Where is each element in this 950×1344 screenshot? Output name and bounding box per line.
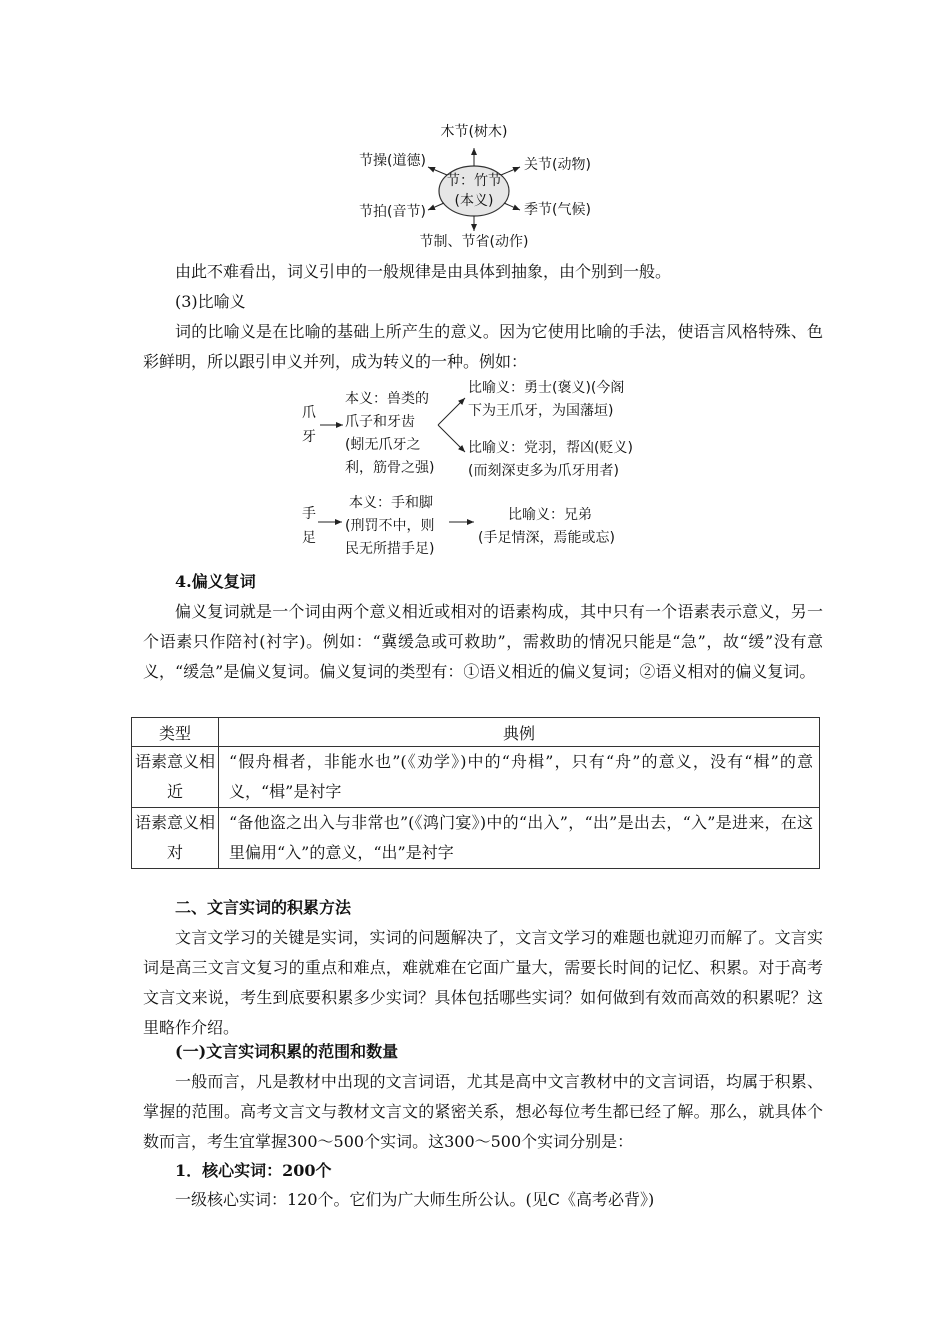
section-3-heading: (3)比喻义 bbox=[175, 292, 246, 311]
shouzu-word-2: 足 bbox=[302, 530, 316, 546]
summary-line: 由此不难看出，词义引申的一般规律是由具体到抽象，由个别到一般。 bbox=[175, 262, 672, 281]
shouzu-word-1: 手 bbox=[302, 506, 316, 522]
jie-lower-left-label: 节拍(音节) bbox=[359, 204, 426, 220]
zhaoya-meaning-2a: 比喻义：党羽，帮凶(贬义) bbox=[468, 440, 633, 456]
shouzu-base-1: 本义：手和脚 bbox=[349, 495, 433, 511]
table-header-example: 典例 bbox=[219, 718, 820, 747]
jie-upper-right-label: 关节(动物) bbox=[524, 157, 591, 173]
shouzu-meaning-1: 比喻义：兄弟 bbox=[508, 507, 592, 523]
table-cell-type: 语素意义相对 bbox=[132, 808, 219, 869]
sub-1-heading: (一)文言实词积累的范围和数量 bbox=[175, 1042, 399, 1061]
jie-bottom-label: 节制、节省(动作) bbox=[419, 234, 529, 250]
zhaoya-base-3: (蚓无爪牙之 bbox=[345, 437, 421, 453]
shouzu-meaning-2: (手足情深，焉能或忘) bbox=[478, 530, 615, 546]
zhaoya-meaning-2b: (而刻深吏多为爪牙用者) bbox=[468, 463, 619, 479]
zhaoya-arrow-up bbox=[438, 398, 465, 425]
table-cell-example: “备他盗之出入与非常也”(《鸿门宴》)中的“出入”，“出”是出去，“入”是进来，在这里偏用“入”的意义，“出”是衬字 bbox=[219, 808, 820, 869]
zhaoya-arrow-down bbox=[438, 425, 465, 452]
part-2-paragraph: 文言文学习的关键是实词，实词的问题解决了，文言文学习的难题也就迎刃而解了。文言实词是高三文言文复习的重点和难点，难就难在它面广量大，需要长时间的记忆、积累。对于高考文言文来说，考生到底要积累多少实词？具体包括哪些实词？如何做到有效而高效的积累呢？这里略作介绍。 bbox=[143, 928, 823, 1037]
table-header-type: 类型 bbox=[132, 718, 219, 747]
table-row bbox=[132, 808, 820, 869]
jie-center-line-1: 节：竹节 bbox=[446, 173, 502, 189]
table-header-row bbox=[132, 718, 820, 747]
jie-center-line-2: (本义) bbox=[454, 193, 494, 209]
zhaoya-base-1: 本义：兽类的 bbox=[345, 391, 429, 407]
item-1-heading: 1．核心实词：200个 bbox=[175, 1161, 332, 1180]
table-row bbox=[132, 747, 820, 808]
sub-1-paragraph: 一般而言，凡是教材中出现的文言词语，尤其是高中文言教材中的文言词语，均属于积累、掌握的范围。高考文言文与教材文言文的紧密关系，想必每位考生都已经了解。那么，就具体个数而言，考生宜掌握300～500个实词。这300～500个实词分别是： bbox=[143, 1072, 823, 1151]
shouzu-base-3: 民无所措手足) bbox=[345, 541, 435, 557]
table-cell-example: “假舟楫者，非能水也”(《劝学》)中的“舟楫”，只有“舟”的意义，没有“楫”的意义，“楫”是衬字 bbox=[219, 747, 820, 808]
zhaoya-word-1: 爪 bbox=[302, 405, 316, 421]
section-3-paragraph: 词的比喻义是在比喻的基础上所产生的意义。因为它使用比喻的手法，使语言风格特殊、色彩鲜明，所以跟引申义并列，成为转义的一种。例如： bbox=[143, 322, 823, 371]
zhaoya-base-2: 爪子和牙齿 bbox=[345, 414, 415, 430]
zhaoya-word-2: 牙 bbox=[302, 429, 316, 445]
jie-top-label: 木节(树木) bbox=[440, 124, 508, 140]
pianyi-table bbox=[131, 717, 820, 869]
section-4-heading: 4.偏义复词 bbox=[175, 572, 256, 591]
zhaoya-meaning-1b: 下为王爪牙，为国藩垣) bbox=[468, 403, 614, 419]
table-cell-type: 语素意义相近 bbox=[132, 747, 219, 808]
zhaoya-base-4: 利，筋骨之强) bbox=[345, 460, 435, 476]
part-2-heading: 二、文言实词的积累方法 bbox=[175, 898, 352, 917]
item-1-line: 一级核心实词：120个。它们为广大师生所公认。(见C《高考必背》) bbox=[175, 1190, 655, 1209]
jie-upper-left-label: 节操(道德) bbox=[359, 153, 426, 169]
shouzu-base-2: (刑罚不中，则 bbox=[345, 518, 435, 534]
jie-lower-right-label: 季节(气候) bbox=[524, 202, 591, 218]
zhaoya-meaning-1a: 比喻义：勇士(褒义)(今阁 bbox=[468, 380, 625, 396]
section-4-paragraph: 偏义复词就是一个词由两个意义相近或相对的语素构成，其中只有一个语素表示意义，另一个语素只作陪衬(衬字)。例如：“冀缓急或可救助”，需救助的情况只能是“急”，故“缓”没有意义，“缓急”是偏义复词。偏义复词的类型有：①语义相近的偏义复词；②语义相对的偏义复词。 bbox=[143, 602, 823, 681]
